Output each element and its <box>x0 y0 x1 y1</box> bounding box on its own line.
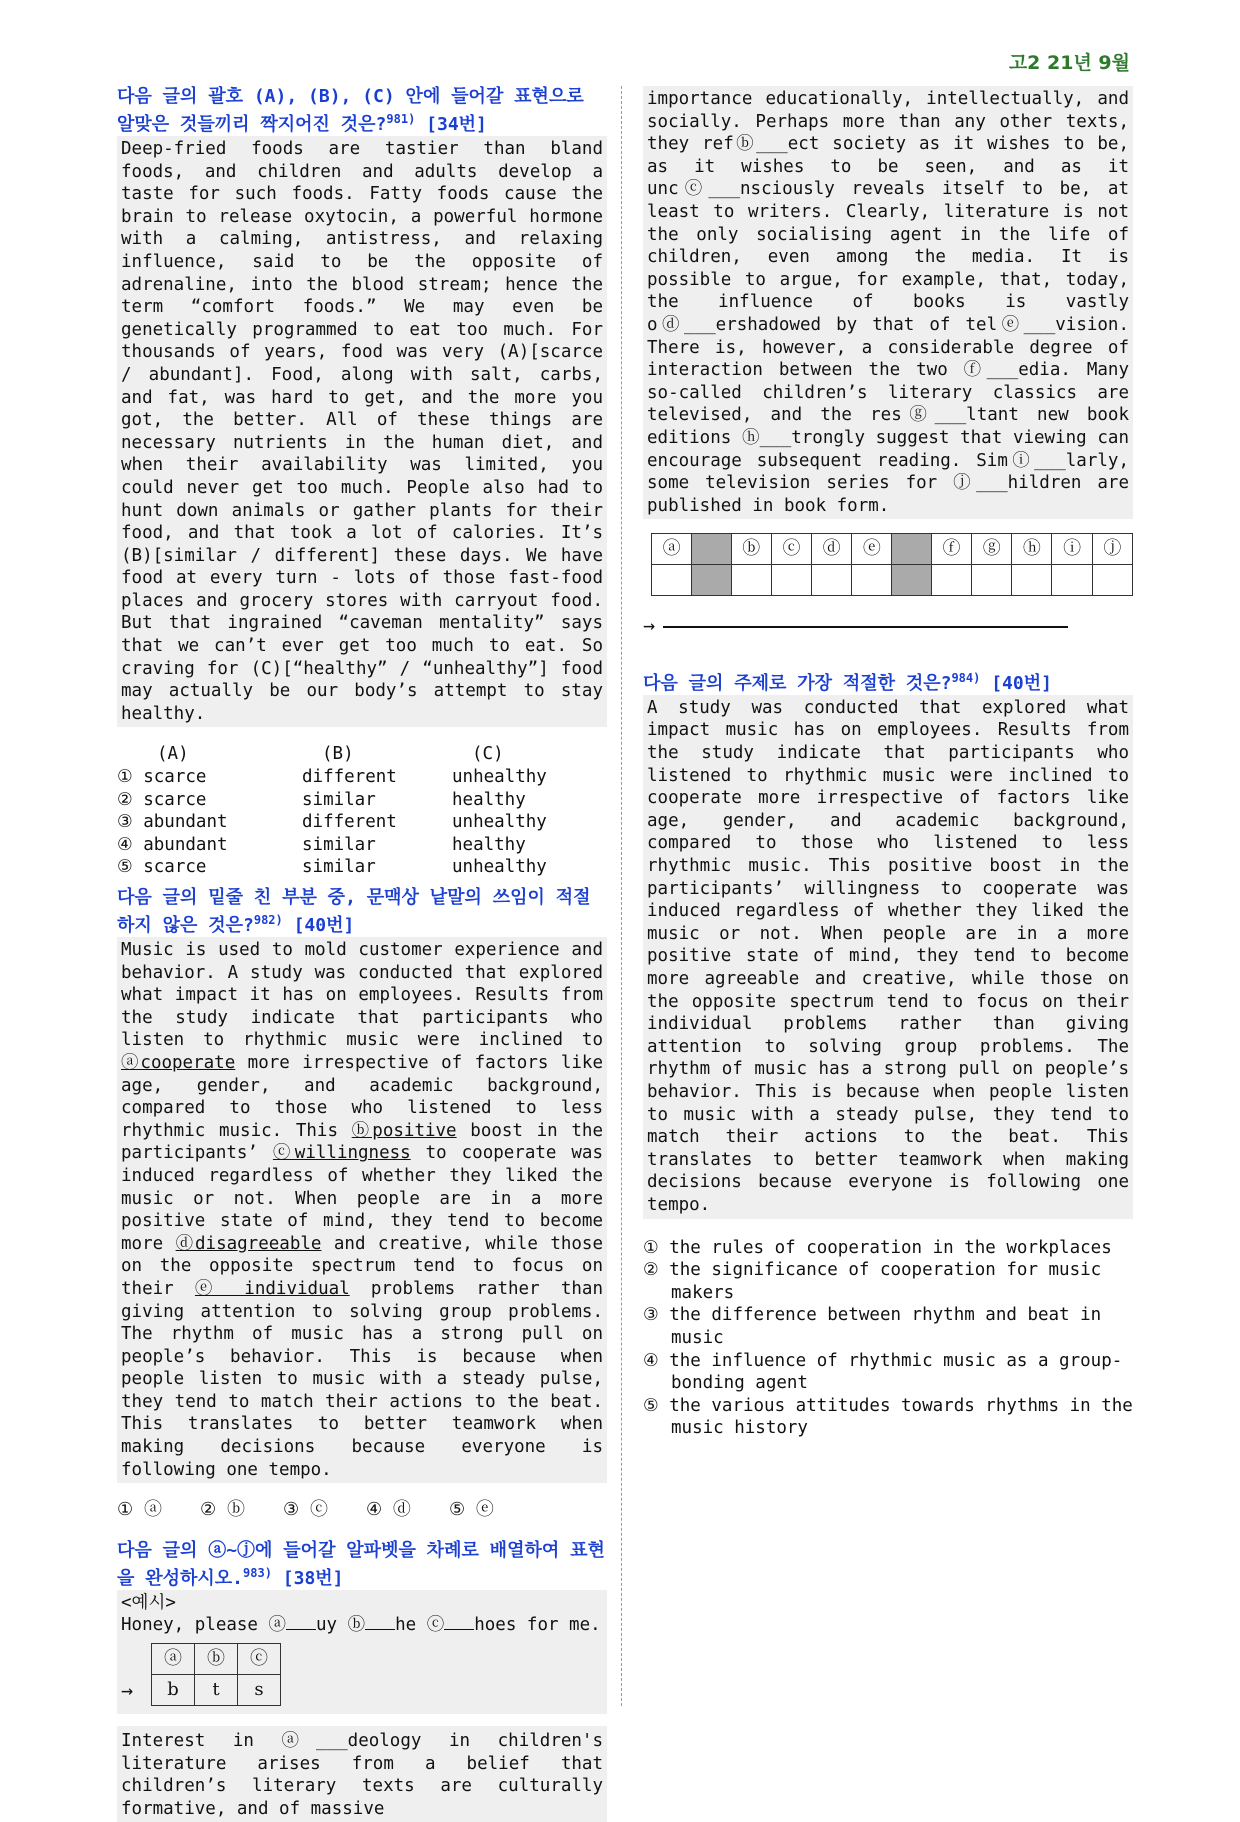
example-head: ⓒ <box>238 1644 281 1675</box>
question-983-passage-start <box>117 1726 607 1822</box>
example-head: ⓐ <box>152 1644 195 1675</box>
blank <box>444 1629 474 1630</box>
answer-head: ⓙ <box>1092 534 1132 565</box>
arrow-icon: → <box>121 1678 134 1703</box>
option-5[interactable]: ⑤ the various attitudes towards rhythms in the music history <box>643 1395 1133 1439</box>
option-1-a[interactable]: ① scarce <box>117 767 207 788</box>
answer-head: ⓕ <box>931 534 971 565</box>
passage-text <box>121 939 603 1481</box>
question-982-tag: [40번] <box>293 915 355 936</box>
page-header: 고2 21년 9월 <box>1008 52 1130 74</box>
answer-input-line[interactable] <box>663 626 1068 628</box>
option-4-b: similar <box>302 834 376 855</box>
example-value: b <box>152 1675 195 1706</box>
gray-cell <box>692 565 731 596</box>
answer-cell[interactable] <box>972 565 1012 596</box>
arrow-icon: → <box>643 613 656 638</box>
right-column <box>643 86 1133 1440</box>
passage-part: boost in the participants’ <box>121 1120 603 1164</box>
option-2[interactable]: ② ⓑ <box>199 1499 245 1521</box>
question-981-tag: [34번] <box>426 114 487 135</box>
option-4[interactable]: ④ ⓓ <box>365 1499 411 1521</box>
passage-text: importance educationally, intellectually, and socially. Perhaps more than any other texts, they refⓑ___ect society as it wishes to be, as it wishes to be seen, and as it uncⓒ___nsciously reveals itself to be, at least to writers. Clearly, literature is not the only socialising agent in the life of children, even among the media. It is possible to argue, for example, that, today, the influence of books is vastly oⓓ___ershadowed by that of telⓔ___vision. There is, however, a considerable degree of interaction between the two ⓕ___edia. Many so-called children’s literary classics are televised, and the resⓖ___ltant new book editions ⓗ___trongly suggest that viewing can encourage subsequent reading. Simⓘ___larly, some television series for ⓙ___hildren are published in book form. <box>647 89 1129 516</box>
answer-head: ⓐ <box>652 534 692 565</box>
question-984-title <box>643 667 1133 695</box>
column-divider <box>621 86 622 1706</box>
example-value: t <box>195 1675 238 1706</box>
question-983-passage-continued <box>643 86 1133 519</box>
option-3-a[interactable]: ③ abundant <box>117 812 228 833</box>
question-983-text: 다음 글의 ⓐ~ⓙ에 들어갈 알파벳을 차례로 배열하여 표현을 완성하시오. <box>117 1539 605 1589</box>
passage-part: Music is used to mold customer experience and behavior. A study was conducted that explored what impact it has on employees. Results from the study indicate that participants who listen to rhythmic music were inclined to <box>121 940 603 1051</box>
question-981-title <box>117 86 607 136</box>
answer-head: ⓓ <box>812 534 852 565</box>
option-4[interactable]: ④ the influence of rhythmic music as a group-bonding agent <box>643 1350 1123 1394</box>
blank <box>365 1629 395 1630</box>
option-3[interactable]: ③ the difference between rhythm and beat in music <box>643 1305 1102 1348</box>
option-4-a[interactable]: ④ abundant <box>117 834 228 855</box>
question-982-options <box>117 1499 607 1522</box>
question-982-text: 다음 글의 밑줄 친 부분 중, 문맥상 낱말의 쓰임이 적절하지 않은 것은? <box>117 887 591 936</box>
answer-head: ⓒ <box>771 534 811 565</box>
left-column <box>117 86 607 1822</box>
passage-part: and creative, while those on the opposite spectrum tend to focus on their <box>121 1233 603 1299</box>
answer-cell[interactable] <box>731 565 771 596</box>
answer-table <box>651 533 1133 596</box>
question-981-text: 다음 글의 괄호 (A), (B), (C) 안에 들어갈 표현으로 알맞은 것들끼리 짝지어진 것은? <box>117 86 584 135</box>
question-984-text: 다음 글의 주제로 가장 적절한 것은? <box>643 672 952 694</box>
answer-head: ⓖ <box>972 534 1012 565</box>
option-1-c: unhealthy <box>452 767 547 788</box>
example-head: ⓑ <box>195 1644 238 1675</box>
col-header-b: (B) <box>322 744 354 765</box>
example-part: Honey, please ⓐ <box>121 1615 287 1636</box>
answer-cell[interactable] <box>812 565 852 596</box>
example-sentence <box>121 1614 603 1637</box>
answer-cell[interactable] <box>931 565 971 596</box>
passage-part: more irrespective of factors like age, gender, and academic background, compared to those who listened to less rhythmic music. This <box>121 1052 603 1141</box>
question-981-passage <box>117 136 607 727</box>
option-2-b: similar <box>302 789 376 810</box>
option-2-a[interactable]: ② scarce <box>117 789 207 810</box>
example-table <box>151 1643 281 1706</box>
option-1[interactable]: ① the rules of cooperation in the workplaces <box>643 1237 1112 1258</box>
option-3[interactable]: ③ ⓒ <box>282 1499 328 1521</box>
col-header-a: (A) <box>157 744 189 765</box>
option-1[interactable]: ① ⓐ <box>117 1499 162 1521</box>
option-2[interactable]: ② the significance of cooperation for music makers <box>643 1260 1102 1303</box>
answer-head: ⓑ <box>731 534 771 565</box>
answer-cell[interactable] <box>852 565 892 596</box>
underlined-word-c: ⓒwillingness <box>272 1143 411 1164</box>
answer-cell[interactable] <box>1092 565 1132 596</box>
example-part: he ⓒ <box>395 1615 445 1636</box>
answer-head: ⓔ <box>852 534 892 565</box>
option-3-b: different <box>302 812 397 833</box>
example-box <box>117 1590 607 1714</box>
answer-cell[interactable] <box>652 565 692 596</box>
underlined-word-e: ⓔ individual <box>194 1278 350 1299</box>
underlined-word-a: ⓐcooperate <box>121 1052 236 1073</box>
option-5-b: similar <box>302 857 376 878</box>
option-5-a[interactable]: ⑤ scarce <box>117 857 207 878</box>
example-value: s <box>238 1675 281 1706</box>
answer-head: ⓘ <box>1052 534 1092 565</box>
option-2-c: healthy <box>452 789 526 810</box>
question-984-options <box>643 1237 1133 1440</box>
question-982-passage <box>117 937 607 1483</box>
gray-cell <box>692 534 731 565</box>
example-part: hoes for me. <box>474 1615 601 1636</box>
answer-head: ⓗ <box>1012 534 1052 565</box>
question-982-title <box>117 887 607 937</box>
blank <box>286 1629 316 1630</box>
question-983-number: 983) <box>243 1565 272 1580</box>
gray-cell <box>892 565 931 596</box>
passage-part: problems rather than giving attention to solving group problems. The rhythm of music has a strong pull on people’s behavior. This is because when people listen to music with a steady pulse, they tend to match their actions to the beat. This translates to better teamwork when making decisions because everyone is following one tempo. <box>121 1278 603 1480</box>
passage-text: Deep-fried foods are tastier than bland foods, and children and adults develop a taste for such foods. Fatty foods cause the brain to release oxytocin, a powerful hormone with a calming, antistress, and relaxing influence, said to be the opposite of adrenaline, into the blood stream; hence the term “comfort foods.” We may even be genetically programmed to eat too much. For thousands of years, food was very (A)[scarce / abundant]. Food, along with salt, carbs, and fat, was hard to get, and the more you got, the better. All of these things are necessary nutrients in the human diet, and when their availability was limited, you could never get too much. People also had to hunt down animals or gather plants for their food, and that took a lot of calories. It’s (B)[similar / different] these days. We have food at every turn - lots of those fast-food places and grocery stores with carryout food. But that ingrained “caveman mentality” says that we can’t ever get too much to eat. So craving for (C)[“healthy” / “unhealthy”] food may actually be our body’s attempt to stay healthy. <box>121 139 603 724</box>
question-984-tag: [40번] <box>991 672 1052 694</box>
underlined-word-d: ⓓdisagreeable <box>175 1233 322 1254</box>
gray-cell <box>892 534 931 565</box>
option-5[interactable]: ⑤ ⓔ <box>448 1499 494 1521</box>
option-4-c: healthy <box>452 834 526 855</box>
answer-line <box>643 614 1133 637</box>
example-label: <예시> <box>121 1592 176 1613</box>
question-982-number: 982) <box>253 913 283 927</box>
option-3-c: unhealthy <box>452 812 547 833</box>
passage-text: A study was conducted that explored what impact music has on employees. Results from the study indicate that participants who listened to rhythmic music were inclined to cooperate more irrespective of factors like age, gender, and academic background, compared to those who listened to less rhythmic music. This positive boost in the participants’ willingness to cooperate was induced regardless of whether they liked the music or not. When people are in a more positive state of mind, they tend to become more agreeable and creative, while those on the opposite spectrum tend to focus on their individual problems rather than giving attention to solving group problems. The rhythm of music has a strong pull on people’s behavior. This is because when people listen to music with a steady pulse, they tend to match their actions to the beat. This translates to better teamwork when making decisions because everyone is following one tempo. <box>647 697 1129 1215</box>
question-983-tag: [38번] <box>282 1567 344 1589</box>
passage-text: Interest in ⓐ___deology in children's literature arises from a belief that children’s literary texts are culturally formative, and of massive <box>121 1731 603 1819</box>
underlined-word-b: ⓑpositive <box>351 1120 457 1141</box>
passage-part: to cooperate was induced regardless of whether they liked the music or not. When people are in a more positive state of mind, they tend to become more <box>121 1143 603 1254</box>
question-984-passage <box>643 695 1133 1219</box>
question-981-number: 981) <box>386 112 416 126</box>
question-983-title <box>117 1540 607 1590</box>
answer-cell[interactable] <box>1012 565 1052 596</box>
col-header-c: (C) <box>472 744 504 765</box>
question-981-options <box>117 743 607 879</box>
answer-cell[interactable] <box>771 565 811 596</box>
answer-cell[interactable] <box>1052 565 1092 596</box>
example-table-row <box>121 1637 603 1712</box>
option-1-b: different <box>302 767 397 788</box>
example-part: uy ⓑ <box>316 1615 366 1636</box>
option-5-c: unhealthy <box>452 857 547 878</box>
question-984-number: 984) <box>951 670 981 685</box>
